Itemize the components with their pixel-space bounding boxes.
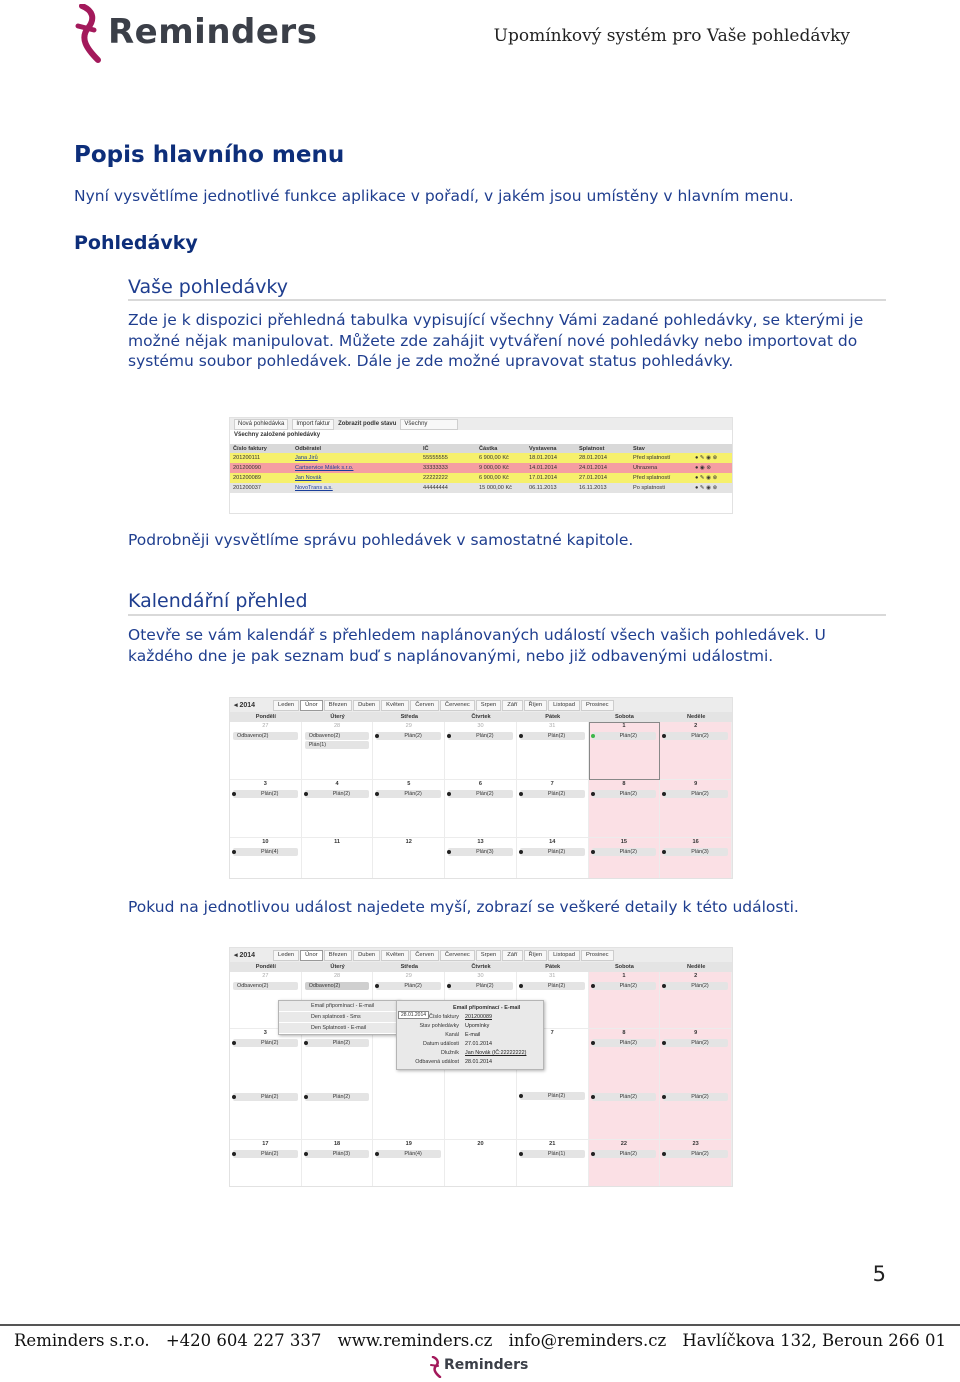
tooltip-title: Email připomínací - E-mail	[453, 1005, 521, 1011]
event-item[interactable]: Plán(2)	[448, 790, 513, 798]
day-cell[interactable]	[589, 1029, 661, 1140]
day-number: 11	[334, 839, 341, 845]
table-row[interactable]	[230, 453, 732, 463]
event-item[interactable]: Plán(2)	[592, 1150, 657, 1158]
calendar-screenshot	[229, 697, 733, 879]
footer-company: Reminders s.r.o.	[14, 1331, 150, 1350]
weekday-header	[230, 712, 732, 722]
divider	[128, 299, 886, 301]
subsection-title-calendar: Kalendářní přehled	[128, 590, 308, 612]
footer-logo-text: Reminders	[444, 1357, 529, 1373]
event-item[interactable]: Plán(1)	[520, 1150, 585, 1158]
detail-value[interactable]: 201200089	[465, 1014, 492, 1020]
cell-ic: 22222222	[420, 473, 476, 483]
event-item[interactable]: Plán(2)	[663, 732, 728, 740]
day-number: 9	[694, 1030, 698, 1036]
month-tab[interactable]: Prosinec	[581, 950, 614, 961]
detail-value: E-mail	[465, 1032, 481, 1038]
event-item[interactable]: Plán(2)	[448, 732, 513, 740]
event-menu-item[interactable]: Email připomínací - E-mail	[279, 1001, 399, 1012]
receivables-note: Podrobněji vysvětlíme správu pohledávek v samostatné kapitole.	[128, 531, 634, 549]
cell-issued: 18.01.2014	[526, 453, 576, 463]
month-tab[interactable]: Říjen	[524, 950, 548, 961]
day-cell[interactable]	[445, 1140, 517, 1187]
day-cell[interactable]	[230, 780, 302, 838]
receivables-table-screenshot	[229, 417, 733, 514]
weekday-label: Sobota	[614, 714, 634, 720]
day-cell[interactable]	[445, 722, 517, 780]
day-cell[interactable]	[660, 1029, 732, 1140]
month-tab[interactable]: Únor	[300, 700, 323, 711]
footer-logo	[430, 1356, 540, 1378]
day-cell[interactable]	[517, 780, 589, 838]
table-title: Všechny založené pohledávky	[234, 432, 321, 438]
cell-status: Před splatností	[630, 473, 692, 483]
day-number: 14	[549, 839, 556, 845]
day-cell[interactable]	[517, 722, 589, 780]
day-number: 16	[692, 839, 699, 845]
day-cell[interactable]	[373, 838, 445, 879]
cell-ic: 33333333	[420, 463, 476, 473]
event-item[interactable]: Odbaveno(2)	[305, 732, 370, 740]
day-cell[interactable]	[589, 838, 661, 879]
day-cell[interactable]	[302, 1140, 374, 1187]
day-cell[interactable]	[302, 838, 374, 879]
header-tagline: Upomínkový systém pro Vaše pohledávky	[493, 26, 850, 46]
day-number: 8	[622, 1030, 626, 1036]
cell-status: Před splatností	[630, 453, 692, 463]
cell-issued: 06.11.2013	[526, 483, 576, 493]
customer-link[interactable]: Jan Novák	[295, 475, 322, 481]
cell-invoice: 201200111	[230, 453, 292, 463]
month-tab[interactable]: Leden	[273, 700, 299, 711]
row-actions-icon[interactable]: ● ✎ ◉ ⊗	[692, 453, 732, 463]
cell-due: 27.01.2014	[576, 473, 630, 483]
day-cell[interactable]	[373, 1140, 445, 1187]
footer-email[interactable]: info@reminders.cz	[508, 1331, 667, 1350]
month-tab[interactable]: Srpen	[476, 700, 501, 711]
day-number: 18	[333, 1141, 341, 1147]
event-item[interactable]: Plán(2)	[663, 790, 728, 798]
page-number: 5	[872, 1262, 886, 1286]
month-tab[interactable]: Prosinec	[581, 700, 614, 711]
event-item[interactable]: Plán(2)	[592, 790, 657, 798]
month-tab[interactable]: Srpen	[476, 950, 501, 961]
intro-text: Nyní vysvětlíme jednotlivé funkce aplikace v pořadí, v jakém jsou umístěny v hlavním menu.	[74, 187, 794, 205]
month-tab[interactable]: Květen	[381, 950, 409, 961]
day-cell[interactable]	[445, 838, 517, 879]
weekday-label: Pátek	[545, 964, 561, 970]
month-tab[interactable]: Září	[502, 700, 522, 711]
day-number: 3	[263, 1030, 267, 1036]
event-item[interactable]: Plán(2)	[233, 790, 298, 798]
event-item[interactable]: Plán(2)	[376, 790, 441, 798]
cell-amount: 6 900,00 Kč	[476, 473, 526, 483]
hover-note: Pokud na jednotlivou událost najedete myší, zobrazí se veškeré detaily k této události.	[128, 898, 799, 916]
table-row[interactable]	[230, 463, 732, 473]
year-selector[interactable]: ◂ 2014	[234, 702, 256, 709]
column-header[interactable]: Číslo faktury	[230, 444, 292, 453]
column-header	[692, 444, 732, 453]
month-tab[interactable]: Listopad	[548, 700, 580, 711]
date-chip: 28.01.2014	[398, 1011, 429, 1019]
weekday-label: Pondělí	[255, 964, 276, 970]
cell-amount: 9 000,00 Kč	[476, 463, 526, 473]
event-item[interactable]: Plán(4)	[233, 848, 298, 856]
day-cell[interactable]	[373, 780, 445, 838]
day-number: 7	[550, 781, 554, 787]
event-item[interactable]: Plán(2)	[233, 1150, 298, 1158]
footer-address: Havlíčkova 132, Beroun 266 01	[682, 1331, 946, 1350]
day-cell[interactable]	[517, 838, 589, 879]
event-item[interactable]: Plán(2)	[520, 982, 585, 990]
customer-link[interactable]: Jana Jirů	[295, 455, 318, 461]
weekday-label: Úterý	[330, 714, 345, 720]
event-item[interactable]: Plán(2)	[663, 1039, 728, 1047]
event-item[interactable]: Plán(2)	[592, 982, 657, 990]
logo-mark-icon	[74, 4, 110, 64]
customer-link[interactable]: Cartservice Málek s.r.o.	[295, 465, 354, 471]
day-cell[interactable]	[660, 1140, 732, 1187]
column-header[interactable]: Stav	[630, 444, 692, 453]
cell-due: 28.01.2014	[576, 453, 630, 463]
weekday-label: Úterý	[330, 964, 345, 970]
day-cell[interactable]	[660, 838, 732, 879]
reminders-logo	[74, 4, 344, 64]
day-cell[interactable]	[660, 722, 732, 780]
event-item[interactable]: Plán(2)	[520, 1092, 585, 1100]
event-item[interactable]: Plán(2)	[592, 732, 657, 740]
day-cell[interactable]	[660, 972, 732, 1029]
column-header[interactable]: Částka	[476, 444, 526, 453]
year-selector[interactable]: ◂ 2014	[234, 952, 256, 959]
column-header[interactable]: Odběratel	[292, 444, 420, 453]
filter-label: Zobrazit podle stavu	[338, 421, 397, 427]
event-menu-item[interactable]: Den splatnosti - Sms	[279, 1012, 399, 1023]
month-tab[interactable]: Červenec	[440, 700, 475, 711]
month-tab[interactable]: Červen	[410, 950, 439, 961]
day-number: 28	[333, 723, 341, 729]
month-tab[interactable]: Leden	[273, 950, 299, 961]
cell-status: Uhrazena	[630, 463, 692, 473]
day-number: 13	[477, 839, 484, 845]
cell-ic: 44444444	[420, 483, 476, 493]
weekday-label: Středa	[400, 714, 418, 720]
day-number: 3	[263, 781, 267, 787]
cell-issued: 14.01.2014	[526, 463, 576, 473]
event-item[interactable]: Plán(2)	[663, 982, 728, 990]
day-number: 15	[620, 839, 628, 845]
event-item[interactable]: Plán(3)	[448, 848, 513, 856]
day-number: 27	[262, 973, 269, 979]
receivables-description: Zde je k dispozici přehledná tabulka vypisující všechny Vámi zadané pohledávky, se kterými je možné nějak manipulovat. Můžete zde zahájit vytváření nové pohledávky nebo importovat do systému soubor pohledávek. Dále je zde možné upravovat status pohledávky.	[128, 311, 864, 370]
event-item[interactable]: Plán(2)	[305, 790, 370, 798]
day-number: 6	[478, 781, 483, 787]
event-item[interactable]: Plán(1)	[305, 741, 370, 749]
subsection-title-receivables: Vaše pohledávky	[128, 276, 289, 298]
cell-due: 16.11.2013	[576, 483, 630, 493]
detail-label: Datum události	[423, 1041, 459, 1047]
cell-status: Po splatnosti	[630, 483, 692, 493]
day-cell[interactable]	[302, 1029, 374, 1140]
weekday-label: Čtvrtek	[471, 964, 491, 970]
day-number: 1	[622, 723, 626, 729]
day-cell[interactable]	[589, 780, 661, 838]
event-item[interactable]: Plán(2)	[376, 982, 441, 990]
column-header[interactable]: IČ	[420, 444, 476, 453]
day-number: 2	[694, 723, 698, 729]
day-number: 28	[333, 973, 341, 979]
event-menu-popup	[278, 1000, 400, 1035]
event-item[interactable]: Plán(2)	[520, 790, 585, 798]
month-tab[interactable]: Červenec	[440, 950, 475, 961]
event-item[interactable]: Plán(2)	[663, 1150, 728, 1158]
row-actions-icon[interactable]: ● ✎ ◉ ⊗	[692, 473, 732, 483]
month-tab[interactable]: Březen	[324, 950, 352, 961]
weekday-label: Neděle	[686, 964, 706, 970]
event-item[interactable]: Plán(2)	[448, 982, 513, 990]
event-menu-item[interactable]: Den Splatnosti - E-mail	[279, 1023, 399, 1034]
cell-invoice: 201200090	[230, 463, 292, 473]
event-item[interactable]: Plán(2)	[592, 848, 657, 856]
day-number: 29	[405, 973, 412, 979]
day-number: 5	[407, 781, 411, 787]
day-number: 22	[620, 1141, 628, 1147]
detail-value: Upomínky	[465, 1023, 490, 1029]
day-number: 8	[622, 781, 626, 787]
new-receivable-button[interactable]: Nová pohledávka	[234, 419, 288, 430]
day-cell[interactable]	[445, 780, 517, 838]
detail-label: Dlužník	[441, 1050, 459, 1056]
day-number: 2	[694, 973, 698, 979]
weekday-label: Středa	[400, 964, 418, 970]
detail-value[interactable]: Jan Novák (IČ:22222222)	[465, 1050, 527, 1056]
event-item[interactable]: Odbaveno(2)	[233, 732, 298, 740]
footer-phone: +420 604 227 337	[165, 1331, 322, 1350]
event-item[interactable]: Plán(2)	[376, 732, 441, 740]
day-number: 9	[694, 781, 698, 787]
event-item[interactable]: Plán(3)	[663, 848, 728, 856]
weekday-header	[230, 962, 732, 972]
detail-label: Číslo faktury	[429, 1014, 459, 1020]
day-cell[interactable]	[230, 722, 302, 780]
day-number: 4	[335, 781, 339, 787]
month-tabs	[230, 698, 732, 712]
event-item[interactable]: Plán(2)	[305, 1093, 370, 1101]
day-number: 21	[549, 1141, 556, 1147]
toolbar	[230, 418, 732, 430]
cell-invoice: 201200037	[230, 483, 292, 493]
weekday-label: Sobota	[614, 964, 634, 970]
event-item[interactable]: Plán(2)	[592, 1039, 657, 1047]
cell-due: 24.01.2014	[576, 463, 630, 473]
day-number: 30	[477, 723, 484, 729]
month-tab[interactable]: Duben	[353, 700, 380, 711]
column-header[interactable]: Vystavena	[526, 444, 576, 453]
weekday-label: Čtvrtek	[471, 714, 491, 720]
day-number: 7	[550, 1030, 554, 1036]
row-actions-icon[interactable]: ● ✎ ◉ ⊗	[692, 483, 732, 493]
event-item[interactable]: Plán(2)	[305, 1039, 370, 1047]
event-item[interactable]: Plán(2)	[233, 1093, 298, 1101]
logo-mark-icon	[430, 1356, 444, 1378]
day-cell[interactable]	[373, 722, 445, 780]
filter-select[interactable]: Všechny	[400, 419, 458, 430]
cell-ic: 55555555	[420, 453, 476, 463]
divider	[128, 614, 886, 616]
detail-value: 28.01.2014	[465, 1059, 492, 1065]
event-item[interactable]: Odbaveno(2)	[233, 982, 298, 990]
month-tabs	[230, 948, 732, 962]
event-item-hovered[interactable]: Odbaveno(2)	[305, 982, 370, 990]
receivables-table	[230, 444, 732, 493]
footer	[14, 1331, 946, 1350]
table-header-row	[230, 444, 732, 453]
table-row[interactable]	[230, 483, 732, 493]
calendar-grid	[230, 722, 732, 879]
cell-amount: 15 000,00 Kč	[476, 483, 526, 493]
month-tab[interactable]: Říjen	[524, 700, 548, 711]
column-header[interactable]: Splatnost	[576, 444, 630, 453]
month-tab[interactable]: Březen	[324, 700, 352, 711]
event-item[interactable]: Plán(2)	[520, 732, 585, 740]
calendar-hover-screenshot	[229, 947, 733, 1187]
day-number: 19	[405, 1141, 412, 1147]
detail-label: Stav pohledávky	[419, 1023, 459, 1029]
weekday-label: Pondělí	[255, 714, 276, 720]
detail-label: Odbavená událost	[415, 1059, 459, 1065]
day-cell[interactable]	[230, 1140, 302, 1187]
day-number: 30	[477, 973, 484, 979]
day-cell[interactable]	[230, 1029, 302, 1140]
day-number: 31	[549, 973, 556, 979]
day-number: 20	[477, 1141, 484, 1147]
section-title: Pohledávky	[74, 232, 198, 254]
event-item[interactable]: Plán(2)	[592, 1093, 657, 1101]
day-cell[interactable]	[589, 1140, 661, 1187]
cell-invoice: 201200089	[230, 473, 292, 483]
row-actions-icon[interactable]: ● ◉ ⊗	[692, 463, 732, 473]
event-item[interactable]: Plán(2)	[663, 1093, 728, 1101]
detail-label: Kanál	[445, 1032, 459, 1038]
day-cell[interactable]	[660, 780, 732, 838]
event-item[interactable]: Plán(2)	[520, 848, 585, 856]
day-number: 23	[692, 1141, 699, 1147]
weekday-label: Pátek	[545, 714, 561, 720]
day-cell[interactable]	[302, 780, 374, 838]
day-number: 1	[622, 973, 626, 979]
day-cell[interactable]	[517, 1140, 589, 1187]
footer-divider	[0, 1324, 960, 1326]
customer-link[interactable]: NovoTrans a.s.	[295, 485, 333, 491]
day-cell[interactable]	[302, 722, 374, 780]
event-item[interactable]: Plán(2)	[233, 1039, 298, 1047]
month-tab[interactable]: Květen	[381, 700, 409, 711]
month-tab[interactable]: Únor	[300, 950, 323, 961]
day-cell[interactable]	[230, 838, 302, 879]
logo-text: Reminders	[108, 12, 318, 52]
day-number: 12	[405, 839, 412, 845]
calendar-description: Otevře se vám kalendář s přehledem naplánovaných událostí všech vašich pohledávek. U každého dne je pak seznam buď s naplánovanými, nebo již odbavenými událostmi.	[128, 626, 826, 665]
footer-web[interactable]: www.reminders.cz	[337, 1331, 493, 1350]
month-tab[interactable]: Listopad	[548, 950, 580, 961]
cell-amount: 6 900,00 Kč	[476, 453, 526, 463]
weekday-label: Neděle	[686, 714, 706, 720]
page-title: Popis hlavního menu	[74, 142, 345, 168]
event-item[interactable]: Plán(4)	[376, 1150, 441, 1158]
import-invoices-button[interactable]: Import faktur	[292, 419, 334, 430]
table-row[interactable]	[230, 473, 732, 483]
day-cell[interactable]	[589, 972, 661, 1029]
month-tab[interactable]: Duben	[353, 950, 380, 961]
day-number: 17	[262, 1141, 269, 1147]
event-item[interactable]: Plán(3)	[305, 1150, 370, 1158]
day-cell[interactable]	[589, 722, 661, 780]
day-number: 29	[405, 723, 412, 729]
day-number: 31	[549, 723, 556, 729]
day-number: 10	[262, 839, 269, 845]
cell-issued: 17.01.2014	[526, 473, 576, 483]
day-number: 27	[262, 723, 269, 729]
month-tab[interactable]: Září	[502, 950, 522, 961]
detail-value: 27.01.2014	[465, 1041, 492, 1047]
month-tab[interactable]: Červen	[410, 700, 439, 711]
